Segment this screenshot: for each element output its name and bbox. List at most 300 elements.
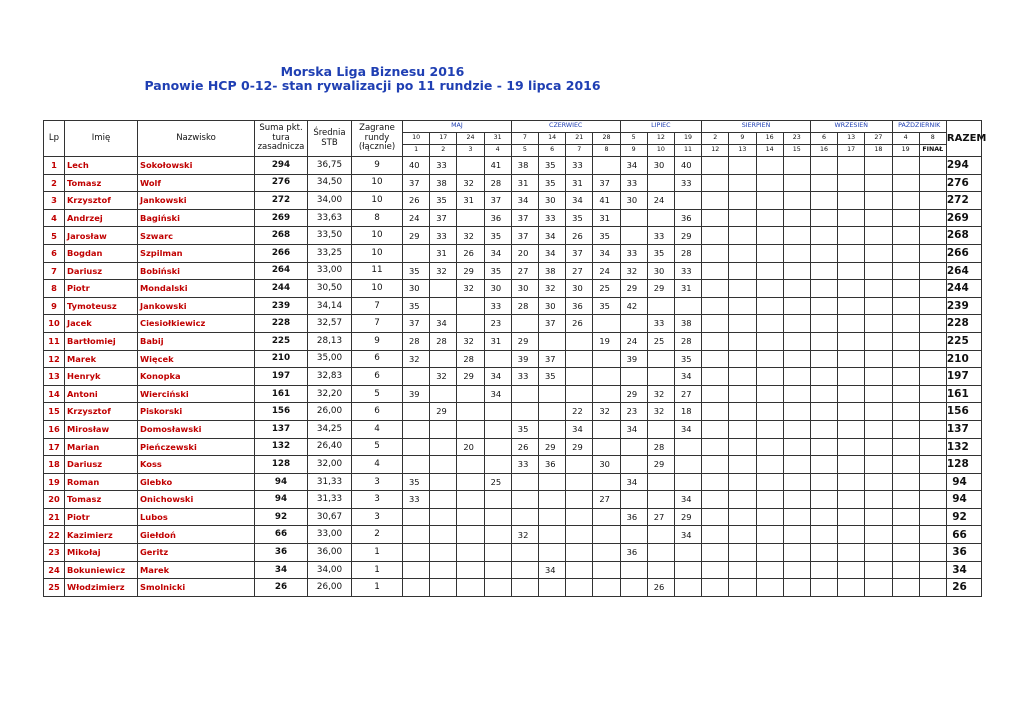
score-cell [892, 473, 919, 491]
score-cell [892, 561, 919, 579]
score-cell [865, 174, 892, 192]
sum-cell: 34 [255, 561, 308, 579]
score-cell [647, 561, 674, 579]
score-cell [838, 174, 865, 192]
round-number-header: 4 [484, 145, 511, 157]
score-cell [593, 438, 620, 456]
score-cell: 32 [647, 403, 674, 421]
score-cell [403, 579, 430, 597]
date-header: 27 [865, 133, 892, 145]
total-cell: 239 [946, 297, 981, 315]
total-cell: 268 [946, 227, 981, 245]
avg-cell: 33,00 [308, 526, 352, 544]
total-cell: 197 [946, 368, 981, 386]
score-cell: 24 [403, 209, 430, 227]
score-cell [593, 473, 620, 491]
score-cell: 38 [430, 174, 457, 192]
table-row [44, 403, 982, 421]
sum-cell: 210 [255, 350, 308, 368]
score-cell [702, 473, 729, 491]
score-cell: 32 [430, 368, 457, 386]
score-cell [702, 385, 729, 403]
score-cell [865, 403, 892, 421]
score-cell [702, 262, 729, 280]
score-cell [403, 420, 430, 438]
score-cell [566, 456, 593, 474]
score-cell [756, 209, 783, 227]
month-header: LIPIEC [620, 121, 702, 133]
score-cell [484, 350, 511, 368]
score-cell [838, 544, 865, 562]
round-number-header: 5 [511, 145, 538, 157]
score-cell [647, 297, 674, 315]
score-cell [403, 438, 430, 456]
score-cell: 28 [511, 297, 538, 315]
score-cell: 30 [593, 456, 620, 474]
last-name-cell: Ciesiołkiewicz [138, 315, 255, 333]
score-cell [593, 579, 620, 597]
score-cell: 28 [674, 332, 701, 350]
first-name-cell: Krzysztof [65, 403, 138, 421]
score-cell [702, 491, 729, 509]
score-cell [783, 456, 810, 474]
score-cell [865, 579, 892, 597]
score-cell [865, 420, 892, 438]
score-cell: 30 [511, 280, 538, 298]
table-row [44, 544, 982, 562]
score-cell [919, 350, 946, 368]
score-cell [511, 473, 538, 491]
score-cell [919, 420, 946, 438]
score-cell [838, 508, 865, 526]
score-cell: 27 [566, 262, 593, 280]
score-cell [457, 420, 484, 438]
month-header: SIERPIEŃ [702, 121, 811, 133]
score-cell: 41 [484, 157, 511, 175]
round-number-header: 3 [457, 145, 484, 157]
score-cell [538, 526, 565, 544]
last-name-cell: Domosławski [138, 420, 255, 438]
month-header: MAJ [403, 121, 512, 133]
score-cell: 34 [566, 420, 593, 438]
score-cell [729, 420, 756, 438]
round-number-header: 13 [729, 145, 756, 157]
score-cell [838, 297, 865, 315]
score-cell: 38 [674, 315, 701, 333]
score-cell: 36 [620, 508, 647, 526]
last-name-cell: Smolnicki [138, 579, 255, 597]
score-cell [457, 209, 484, 227]
score-cell [702, 209, 729, 227]
score-cell [674, 192, 701, 210]
score-cell: 29 [457, 368, 484, 386]
score-cell [430, 526, 457, 544]
sum-cell: 26 [255, 579, 308, 597]
score-cell: 36 [674, 209, 701, 227]
score-cell [674, 438, 701, 456]
score-cell [647, 350, 674, 368]
score-cell: 34 [674, 491, 701, 509]
score-cell: 29 [674, 227, 701, 245]
score-cell [865, 456, 892, 474]
score-cell: 32 [403, 350, 430, 368]
rank-cell: 9 [44, 297, 65, 315]
sum-cell: 92 [255, 508, 308, 526]
avg-cell: 34,50 [308, 174, 352, 192]
rounds-played-cell: 10 [352, 227, 403, 245]
score-cell: 29 [538, 438, 565, 456]
score-cell: 29 [566, 438, 593, 456]
score-cell: 35 [566, 209, 593, 227]
score-cell [647, 491, 674, 509]
score-cell [729, 244, 756, 262]
last-name-cell: Więcek [138, 350, 255, 368]
score-cell: 37 [403, 174, 430, 192]
score-cell: 28 [403, 332, 430, 350]
score-cell [810, 420, 837, 438]
date-header: 13 [838, 133, 865, 145]
score-cell: 33 [674, 174, 701, 192]
score-cell [403, 508, 430, 526]
score-cell: 38 [511, 157, 538, 175]
score-cell [892, 403, 919, 421]
score-cell: 30 [538, 192, 565, 210]
score-cell [729, 456, 756, 474]
score-cell [430, 544, 457, 562]
score-cell [865, 209, 892, 227]
score-cell: 29 [647, 280, 674, 298]
score-cell [566, 385, 593, 403]
score-cell [457, 315, 484, 333]
score-cell [674, 473, 701, 491]
last-name-cell: Szwarc [138, 227, 255, 245]
score-cell [484, 579, 511, 597]
score-cell: 32 [457, 280, 484, 298]
avg-cell: 33,25 [308, 244, 352, 262]
total-cell: 276 [946, 174, 981, 192]
score-cell: 33 [647, 315, 674, 333]
score-cell [484, 544, 511, 562]
score-cell [810, 227, 837, 245]
score-cell: 38 [538, 262, 565, 280]
round-number-header: 8 [593, 145, 620, 157]
score-cell: 35 [647, 244, 674, 262]
table-row [44, 368, 982, 386]
total-cell: 244 [946, 280, 981, 298]
sum-cell: 94 [255, 473, 308, 491]
score-cell: 29 [511, 332, 538, 350]
score-cell [538, 420, 565, 438]
table-row [44, 350, 982, 368]
score-cell: 24 [593, 262, 620, 280]
score-cell [729, 227, 756, 245]
score-cell [430, 508, 457, 526]
rank-cell: 11 [44, 332, 65, 350]
total-cell: 137 [946, 420, 981, 438]
rank-cell: 4 [44, 209, 65, 227]
sum-cell: 94 [255, 491, 308, 509]
score-cell [810, 209, 837, 227]
score-cell: 32 [538, 280, 565, 298]
rank-cell: 24 [44, 561, 65, 579]
score-cell [810, 561, 837, 579]
sum-cell: 156 [255, 403, 308, 421]
total-cell: 34 [946, 561, 981, 579]
rounds-played-cell: 5 [352, 438, 403, 456]
rounds-played-cell: 6 [352, 350, 403, 368]
table-row [44, 244, 982, 262]
total-cell: 156 [946, 403, 981, 421]
score-cell [892, 508, 919, 526]
score-cell: 23 [620, 403, 647, 421]
score-cell [457, 385, 484, 403]
total-cell: 94 [946, 473, 981, 491]
score-cell [430, 579, 457, 597]
table-row [44, 420, 982, 438]
score-cell [593, 508, 620, 526]
month-header: CZERWIEC [511, 121, 620, 133]
first-name-cell: Bogdan [65, 244, 138, 262]
header-row-months [44, 121, 982, 133]
round-number-header: 15 [783, 145, 810, 157]
date-header: 21 [566, 133, 593, 145]
score-cell: 32 [457, 227, 484, 245]
last-name-cell: Giełdoń [138, 526, 255, 544]
score-cell: 34 [511, 192, 538, 210]
score-cell [593, 368, 620, 386]
avg-cell: 28,13 [308, 332, 352, 350]
score-cell [511, 508, 538, 526]
score-cell [838, 157, 865, 175]
score-cell: 29 [620, 385, 647, 403]
score-cell: 33 [620, 244, 647, 262]
score-cell [756, 297, 783, 315]
score-cell [756, 508, 783, 526]
score-cell [403, 526, 430, 544]
score-cell [838, 473, 865, 491]
score-cell [810, 350, 837, 368]
score-cell: 35 [511, 420, 538, 438]
score-cell: 39 [620, 350, 647, 368]
score-cell [620, 315, 647, 333]
avg-cell: 26,40 [308, 438, 352, 456]
score-cell [838, 579, 865, 597]
table-row [44, 297, 982, 315]
score-cell [566, 491, 593, 509]
score-cell [810, 280, 837, 298]
score-cell: 34 [674, 368, 701, 386]
last-name-cell: Mondalski [138, 280, 255, 298]
last-name-cell: Sokołowski [138, 157, 255, 175]
score-cell [810, 244, 837, 262]
score-cell [892, 491, 919, 509]
score-cell [647, 544, 674, 562]
rank-cell: 22 [44, 526, 65, 544]
score-cell: 39 [511, 350, 538, 368]
score-cell [702, 280, 729, 298]
sum-cell: 132 [255, 438, 308, 456]
score-cell [892, 332, 919, 350]
last-name-cell: Bagiński [138, 209, 255, 227]
table-row [44, 561, 982, 579]
table-row [44, 456, 982, 474]
score-cell: 33 [430, 227, 457, 245]
score-cell [511, 561, 538, 579]
sum-cell: 66 [255, 526, 308, 544]
first-name-header: Imię [65, 121, 138, 157]
score-cell [702, 438, 729, 456]
sum-cell: 276 [255, 174, 308, 192]
score-cell [892, 297, 919, 315]
rounds-header: Zagrane rundy (łącznie) [352, 121, 403, 157]
last-name-cell: Lubos [138, 508, 255, 526]
score-cell [919, 174, 946, 192]
score-cell [756, 350, 783, 368]
score-cell [538, 544, 565, 562]
score-cell [838, 403, 865, 421]
score-cell [756, 473, 783, 491]
score-cell: 29 [674, 508, 701, 526]
score-cell [892, 192, 919, 210]
score-cell: 30 [538, 297, 565, 315]
score-cell [838, 491, 865, 509]
score-cell [865, 192, 892, 210]
score-cell: 37 [430, 209, 457, 227]
last-name-cell: Wierciński [138, 385, 255, 403]
score-cell [810, 192, 837, 210]
score-cell [756, 438, 783, 456]
total-cell: 36 [946, 544, 981, 562]
score-cell: 37 [538, 315, 565, 333]
avg-cell: 35,00 [308, 350, 352, 368]
score-cell [729, 315, 756, 333]
score-cell [430, 456, 457, 474]
score-cell: 35 [538, 174, 565, 192]
score-cell: 33 [511, 456, 538, 474]
total-cell: 26 [946, 579, 981, 597]
score-cell [674, 544, 701, 562]
score-cell: 34 [538, 561, 565, 579]
score-cell [702, 297, 729, 315]
avg-cell: 32,00 [308, 456, 352, 474]
score-cell [620, 491, 647, 509]
score-cell: 37 [511, 209, 538, 227]
score-cell [892, 280, 919, 298]
score-cell: 29 [620, 280, 647, 298]
round-number-header: 14 [756, 145, 783, 157]
score-cell: 41 [593, 192, 620, 210]
score-cell [674, 456, 701, 474]
score-cell [430, 280, 457, 298]
score-cell [838, 209, 865, 227]
score-cell [865, 526, 892, 544]
rounds-played-cell: 2 [352, 526, 403, 544]
score-cell [783, 368, 810, 386]
score-cell [457, 297, 484, 315]
rounds-played-cell: 6 [352, 368, 403, 386]
last-name-cell: Pieńczewski [138, 438, 255, 456]
score-cell [756, 227, 783, 245]
score-cell: 37 [511, 227, 538, 245]
score-cell [756, 192, 783, 210]
score-cell [783, 332, 810, 350]
score-cell: 36 [484, 209, 511, 227]
avg-cell: 34,25 [308, 420, 352, 438]
score-cell [756, 157, 783, 175]
score-cell: 26 [647, 579, 674, 597]
score-cell: 31 [430, 244, 457, 262]
date-header: 7 [511, 133, 538, 145]
total-cell: 225 [946, 332, 981, 350]
score-cell [919, 526, 946, 544]
score-cell [511, 315, 538, 333]
score-cell [511, 544, 538, 562]
rounds-played-cell: 3 [352, 508, 403, 526]
first-name-cell: Henryk [65, 368, 138, 386]
avg-header: Średnia STB [308, 121, 352, 157]
total-cell: 269 [946, 209, 981, 227]
score-cell: 35 [593, 297, 620, 315]
rounds-played-cell: 4 [352, 456, 403, 474]
score-cell [538, 579, 565, 597]
table-row [44, 473, 982, 491]
score-cell [729, 368, 756, 386]
score-cell: 35 [538, 368, 565, 386]
score-cell [729, 350, 756, 368]
date-header: 10 [403, 133, 430, 145]
score-cell: 33 [620, 174, 647, 192]
score-cell [783, 403, 810, 421]
rank-cell: 14 [44, 385, 65, 403]
score-cell [702, 315, 729, 333]
score-cell [783, 420, 810, 438]
score-cell [457, 544, 484, 562]
score-cell [810, 157, 837, 175]
rank-cell: 2 [44, 174, 65, 192]
first-name-cell: Marian [65, 438, 138, 456]
score-cell [511, 403, 538, 421]
score-cell [403, 561, 430, 579]
score-cell [919, 403, 946, 421]
score-cell [810, 297, 837, 315]
score-cell [810, 262, 837, 280]
score-cell: 25 [484, 473, 511, 491]
rank-cell: 3 [44, 192, 65, 210]
score-cell [892, 315, 919, 333]
score-cell: 28 [647, 438, 674, 456]
rounds-played-cell: 1 [352, 561, 403, 579]
score-cell [756, 174, 783, 192]
score-cell [892, 526, 919, 544]
round-number-header: 18 [865, 145, 892, 157]
table-row [44, 332, 982, 350]
score-cell [919, 491, 946, 509]
score-cell [647, 526, 674, 544]
avg-cell: 32,57 [308, 315, 352, 333]
score-cell [810, 526, 837, 544]
score-cell: 20 [511, 244, 538, 262]
rounds-played-cell: 3 [352, 491, 403, 509]
table-row [44, 385, 982, 403]
score-cell [566, 508, 593, 526]
score-cell: 34 [538, 244, 565, 262]
score-cell [919, 280, 946, 298]
score-cell [756, 491, 783, 509]
score-cell [865, 280, 892, 298]
score-cell [810, 456, 837, 474]
rank-cell: 19 [44, 473, 65, 491]
score-cell [729, 297, 756, 315]
